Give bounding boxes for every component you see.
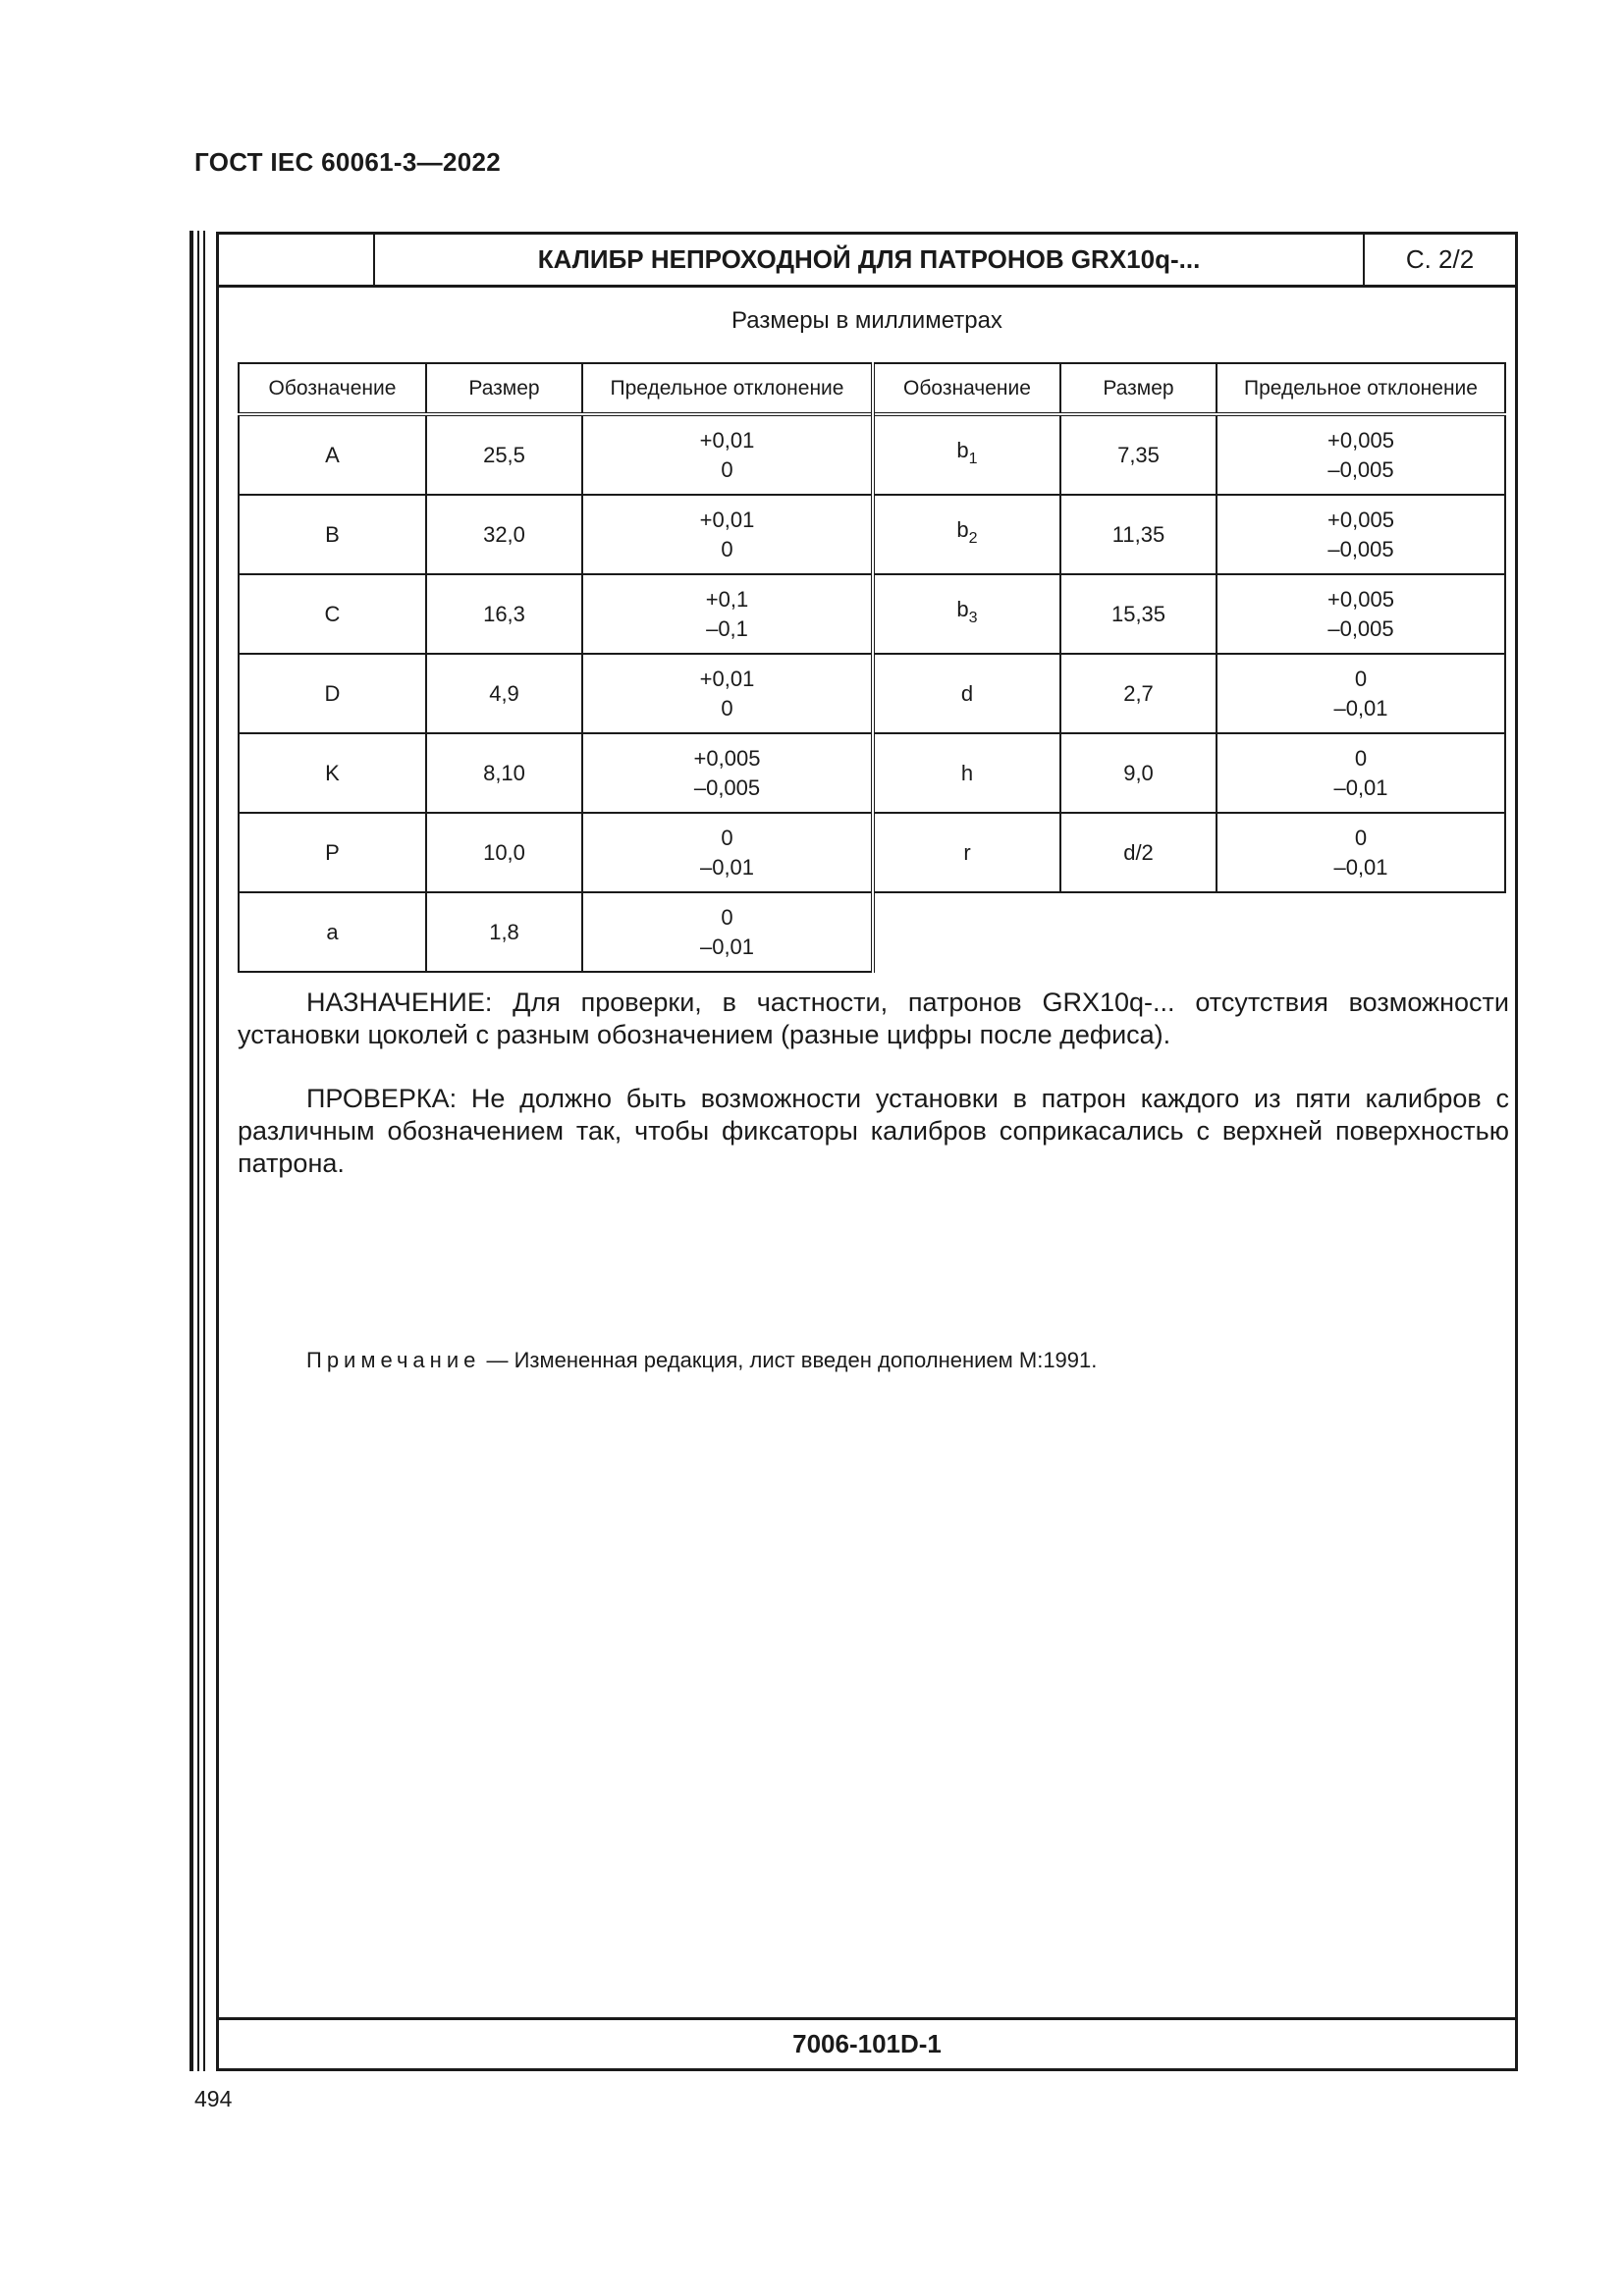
lower-deviation: –0,005 [1327, 536, 1394, 561]
symbol-cell: P [239, 813, 426, 892]
tolerance-cell [1217, 414, 1505, 495]
size-cell: 10,0 [426, 813, 582, 892]
size-cell: 25,5 [426, 414, 582, 495]
lower-deviation: 0 [721, 695, 733, 721]
symbol-cell: a [239, 892, 426, 972]
upper-deviation: 0 [721, 825, 733, 850]
tolerance-cell [1217, 733, 1505, 813]
tolerance-cell [582, 414, 873, 495]
upper-deviation: 0 [1354, 666, 1368, 691]
symbol-cell: A [239, 414, 426, 495]
lower-deviation: 0 [721, 456, 733, 482]
size-cell: 7,35 [1060, 414, 1217, 495]
upper-deviation: +0,005 [1327, 507, 1394, 532]
lower-deviation: –0,01 [1333, 854, 1388, 880]
lower-deviation: –0,1 [706, 615, 748, 641]
table-row [239, 574, 1505, 654]
tolerance-cell [582, 733, 873, 813]
check-paragraph: ПРОВЕРКА: Не должно быть возможности установки в патрон каждого из пяти калибров с различным обозначением так, чтобы фиксаторы калибров соприкасались с верхней поверхностью патрона. [238, 1084, 1509, 1178]
symbol-subscript: 3 [968, 610, 978, 626]
tolerance-cell [582, 654, 873, 733]
upper-deviation: +0,005 [693, 745, 761, 771]
margin-line [189, 231, 193, 2071]
note-lead: Примечание [306, 1348, 481, 1372]
tolerance-cell [582, 892, 873, 972]
header-cell: Предельное отклонение [1217, 363, 1505, 414]
symbol-cell [873, 414, 1060, 495]
document-header: ГОСТ IEC 60061-3—2022 [194, 147, 501, 177]
title-block [219, 235, 1515, 288]
sheet-title: КАЛИБР НЕПРОХОДНОЙ ДЛЯ ПАТРОНОВ GRX10q-... [375, 235, 1365, 285]
sheet-frame [216, 232, 1518, 2071]
table-row [239, 654, 1505, 733]
symbol-cell: K [239, 733, 426, 813]
upper-deviation: 0 [1354, 825, 1368, 850]
size-cell: 9,0 [1060, 733, 1217, 813]
size-cell: 1,8 [426, 892, 582, 972]
symbol: b [956, 597, 969, 621]
symbol: b [956, 438, 969, 462]
upper-deviation: +0,005 [1327, 586, 1394, 612]
upper-deviation: 0 [1354, 745, 1368, 771]
dimensions-table [238, 362, 1506, 973]
size-cell: 2,7 [1060, 654, 1217, 733]
lower-deviation: –0,005 [1327, 615, 1394, 641]
header-cell: Размер [1060, 363, 1217, 414]
upper-deviation: +0,01 [699, 666, 755, 691]
page-number: 494 [194, 2086, 233, 2111]
lower-deviation: –0,01 [699, 934, 755, 959]
symbol: b [956, 517, 969, 542]
tolerance-cell [1217, 495, 1505, 574]
symbol-cell: B [239, 495, 426, 574]
margin-line [197, 231, 199, 2071]
lower-deviation: –0,005 [693, 774, 761, 800]
lower-deviation: –0,01 [1333, 774, 1388, 800]
tolerance-cell [582, 574, 873, 654]
table-row [239, 733, 1505, 813]
size-cell: 11,35 [1060, 495, 1217, 574]
symbol-cell: r [873, 813, 1060, 892]
symbol-cell: C [239, 574, 426, 654]
lower-deviation: 0 [721, 536, 733, 561]
symbol-cell: D [239, 654, 426, 733]
sheet-number: С. 2/2 [1405, 244, 1475, 274]
tolerance-cell [1217, 813, 1505, 892]
symbol-cell: h [873, 733, 1060, 813]
table-row [239, 495, 1505, 574]
size-cell: 4,9 [426, 654, 582, 733]
upper-deviation: +0,1 [705, 586, 749, 612]
upper-deviation: 0 [721, 904, 733, 930]
margin-line [203, 231, 205, 2071]
upper-deviation: +0,01 [699, 507, 755, 532]
tolerance-cell [582, 495, 873, 574]
empty-cell [873, 892, 1505, 972]
size-cell: d/2 [1060, 813, 1217, 892]
symbol-subscript: 1 [968, 451, 978, 467]
symbol-cell [873, 574, 1060, 654]
table-row [239, 892, 1505, 972]
lower-deviation: –0,01 [1333, 695, 1388, 721]
header-cell: Обозначение [873, 363, 1060, 414]
symbol-subscript: 2 [968, 530, 978, 547]
table-header-row [239, 363, 1505, 414]
sheet-code: 7006-101D-1 [219, 2017, 1515, 2068]
size-cell: 15,35 [1060, 574, 1217, 654]
size-cell: 32,0 [426, 495, 582, 574]
header-cell: Предельное отклонение [582, 363, 873, 414]
tolerance-cell [1217, 574, 1505, 654]
header-cell: Обозначение [239, 363, 426, 414]
note-body: — Измененная редакция, лист введен дополнением М:1991. [480, 1348, 1098, 1372]
lower-deviation: –0,005 [1327, 456, 1394, 482]
purpose-paragraph: НАЗНАЧЕНИЕ: Для проверки, в частности, патронов GRX10q-... отсутствия возможности установки цоколей с разным обозначением (разные цифры после дефиса). [238, 988, 1509, 1049]
size-cell: 16,3 [426, 574, 582, 654]
upper-deviation: +0,01 [699, 427, 755, 453]
tolerance-cell [1217, 654, 1505, 733]
table-row [239, 414, 1505, 495]
header-cell: Размер [426, 363, 582, 414]
size-cell: 8,10 [426, 733, 582, 813]
symbol-cell [873, 495, 1060, 574]
upper-deviation: +0,005 [1327, 427, 1394, 453]
title-blank-cell [219, 235, 375, 285]
note [306, 1348, 1097, 1373]
table-row [239, 813, 1505, 892]
units-note: Размеры в миллиметрах [731, 307, 1002, 334]
lower-deviation: –0,01 [699, 854, 755, 880]
tolerance-cell [582, 813, 873, 892]
symbol-cell: d [873, 654, 1060, 733]
